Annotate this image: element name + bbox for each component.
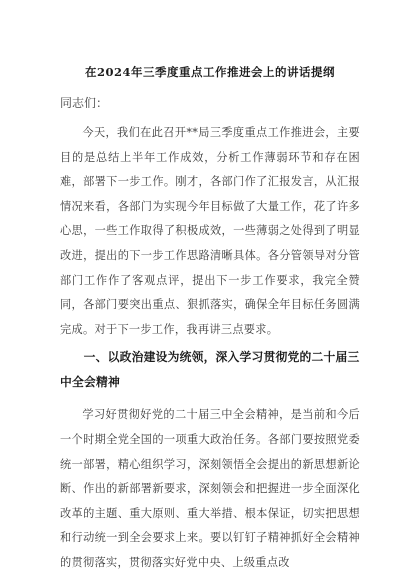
salutation: 同志们： [60, 96, 109, 110]
section-paragraph: 学习好贯彻好党的二十届三中全会精神，是当前和今后一个时期全党全国的一项重大政治任务。各部门要按照党委统一部署，精心组织学习，深刻领悟全会提出的新思想新论断、作出的新部署新要求，深刻领会和把握进一步全面深化改革的主题、重大原则、重大举措、根本保证，切实把思想和行动统一到全会要求上来。要以钉钉子精神抓好全会精神的贯彻落实，贯彻落实好党中央、上级重点改 [60, 408, 360, 569]
document-title: 在2024年三季度重点工作推进会上的讲话提纲 [84, 65, 335, 79]
section-heading: 一、以政治建设为统领，深入学习贯彻党的二十届三中全会精神 [60, 350, 360, 390]
intro-paragraph: 今天，我们在此召开**局三季度重点工作推进会，主要目的是总结上半年工作成效，分析工作薄弱环节和存在困难，部署下一步工作。刚才，各部门作了汇报发言，从汇报情况来看，各部门为实现今年目标做了大量工作，花了许多心思，一些工作取得了积极成效，一些薄弱之处得到了明显改进，提出的下一步工作思路清晰具体。各分管领导对分管部门工作作了客观点评，提出下一步工作要求，我完全赞同，各部门要突出重点、狠抓落实，确保全年目标任务圆满完成。对于下一步工作，我再讲三点要求。 [60, 126, 360, 336]
